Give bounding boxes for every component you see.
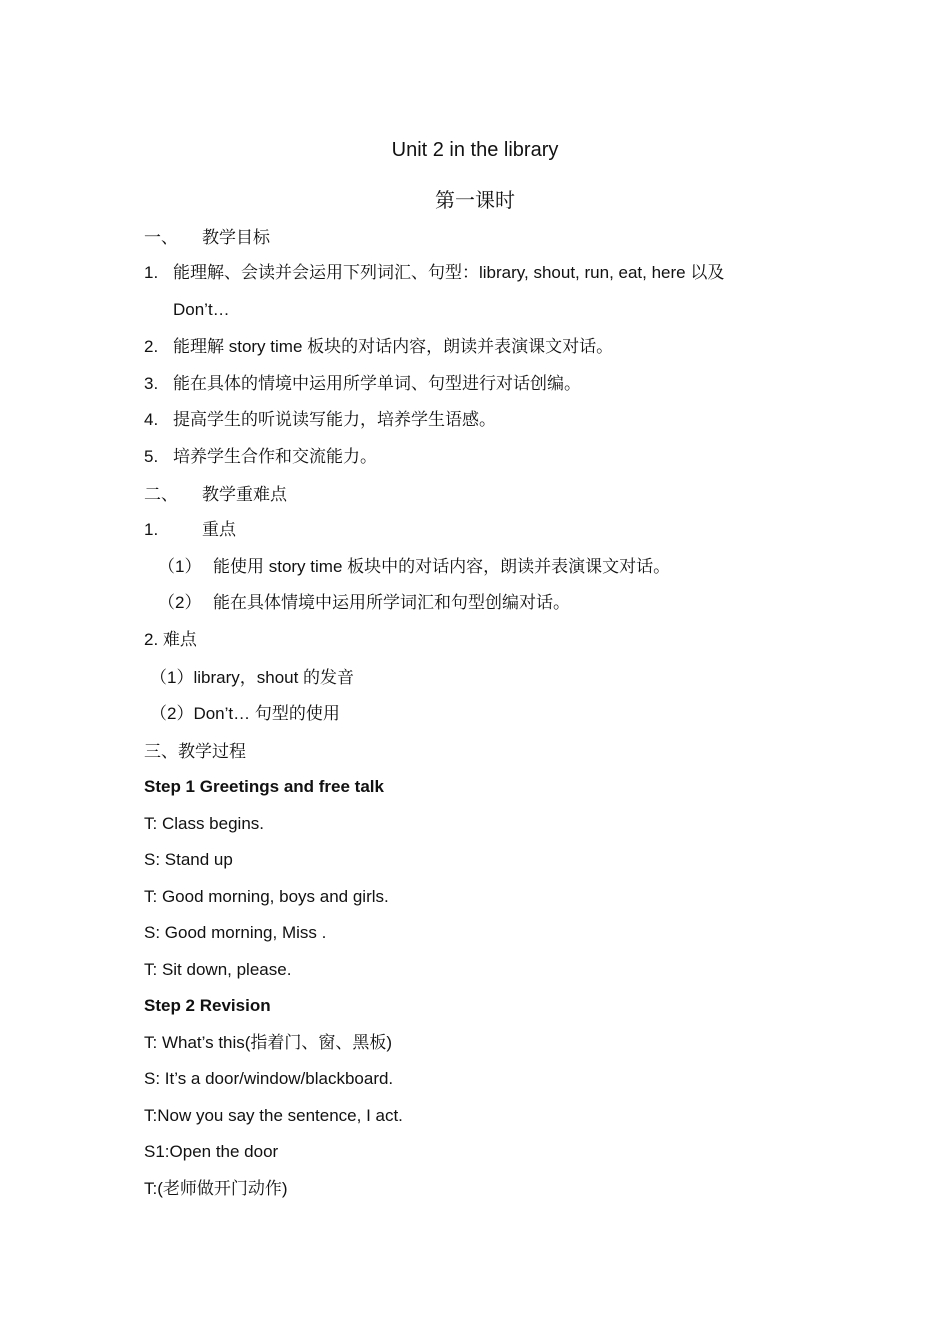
step-1-line-5: T: Sit down, please. (144, 960, 292, 979)
key-points-number: 1. (144, 520, 159, 539)
step-1-line-4: S: Good morning, Miss . (144, 923, 327, 942)
objective-1-continuation: Don’t… (173, 300, 230, 319)
section-1-marker: 一、 (144, 228, 178, 247)
step-1-heading: Step 1 Greetings and free talk (144, 777, 384, 796)
section-1-heading: 教学目标 (202, 228, 270, 247)
key-point-2-number: （2） (158, 593, 202, 612)
objective-2-number: 2. (144, 337, 159, 356)
step-2-line-3: T:Now you say the sentence, I act. (144, 1106, 403, 1125)
objective-2-text: 能理解 story time 板块的对话内容，朗读并表演课文对话。 (173, 337, 614, 356)
step-1-line-3: T: Good morning, boys and girls. (144, 887, 389, 906)
section-2-heading: 教学重难点 (202, 485, 287, 504)
objective-4-text: 提高学生的听说读写能力，培养学生语感。 (173, 410, 496, 429)
key-points-label: 重点 (202, 520, 236, 539)
key-point-1-number: （1） (158, 557, 202, 576)
difficult-point-2: （2）Don’t… 句型的使用 (150, 704, 340, 723)
step-1-line-2: S: Stand up (144, 850, 233, 869)
objective-3-number: 3. (144, 374, 159, 393)
step-2-line-1: T: What’s this(指着门、窗、黑板) (144, 1033, 393, 1052)
key-point-2-text: 能在具体情境中运用所学词汇和句型创编对话。 (213, 593, 570, 612)
document-title: Unit 2 in the library (391, 139, 559, 161)
section-3-heading: 三、教学过程 (144, 742, 246, 761)
section-2-marker: 二、 (144, 485, 178, 504)
objective-5-text: 培养学生合作和交流能力。 (173, 447, 377, 466)
step-2-line-5: T:(老师做开门动作) (144, 1179, 288, 1198)
document-subtitle: 第一课时 (435, 190, 515, 212)
objective-3-text: 能在具体的情境中运用所学单词、句型进行对话创编。 (173, 374, 581, 393)
difficult-points-label: 2. 难点 (144, 630, 197, 649)
step-1-line-1: T: Class begins. (144, 814, 264, 833)
objective-1-text: 能理解、会读并会运用下列词汇、句型：library, shout, run, eat, here 以及 (173, 263, 725, 282)
objective-4-number: 4. (144, 410, 159, 429)
objective-5-number: 5. (144, 447, 159, 466)
key-point-1-text: 能使用 story time 板块中的对话内容，朗读并表演课文对话。 (213, 557, 671, 576)
step-2-line-2: S: It’s a door/window/blackboard. (144, 1069, 394, 1088)
step-2-heading: Step 2 Revision (144, 996, 271, 1015)
objective-1-number: 1. (144, 263, 159, 282)
difficult-point-1: （1）library，shout 的发音 (150, 668, 355, 687)
step-2-line-4: S1:Open the door (144, 1142, 279, 1161)
